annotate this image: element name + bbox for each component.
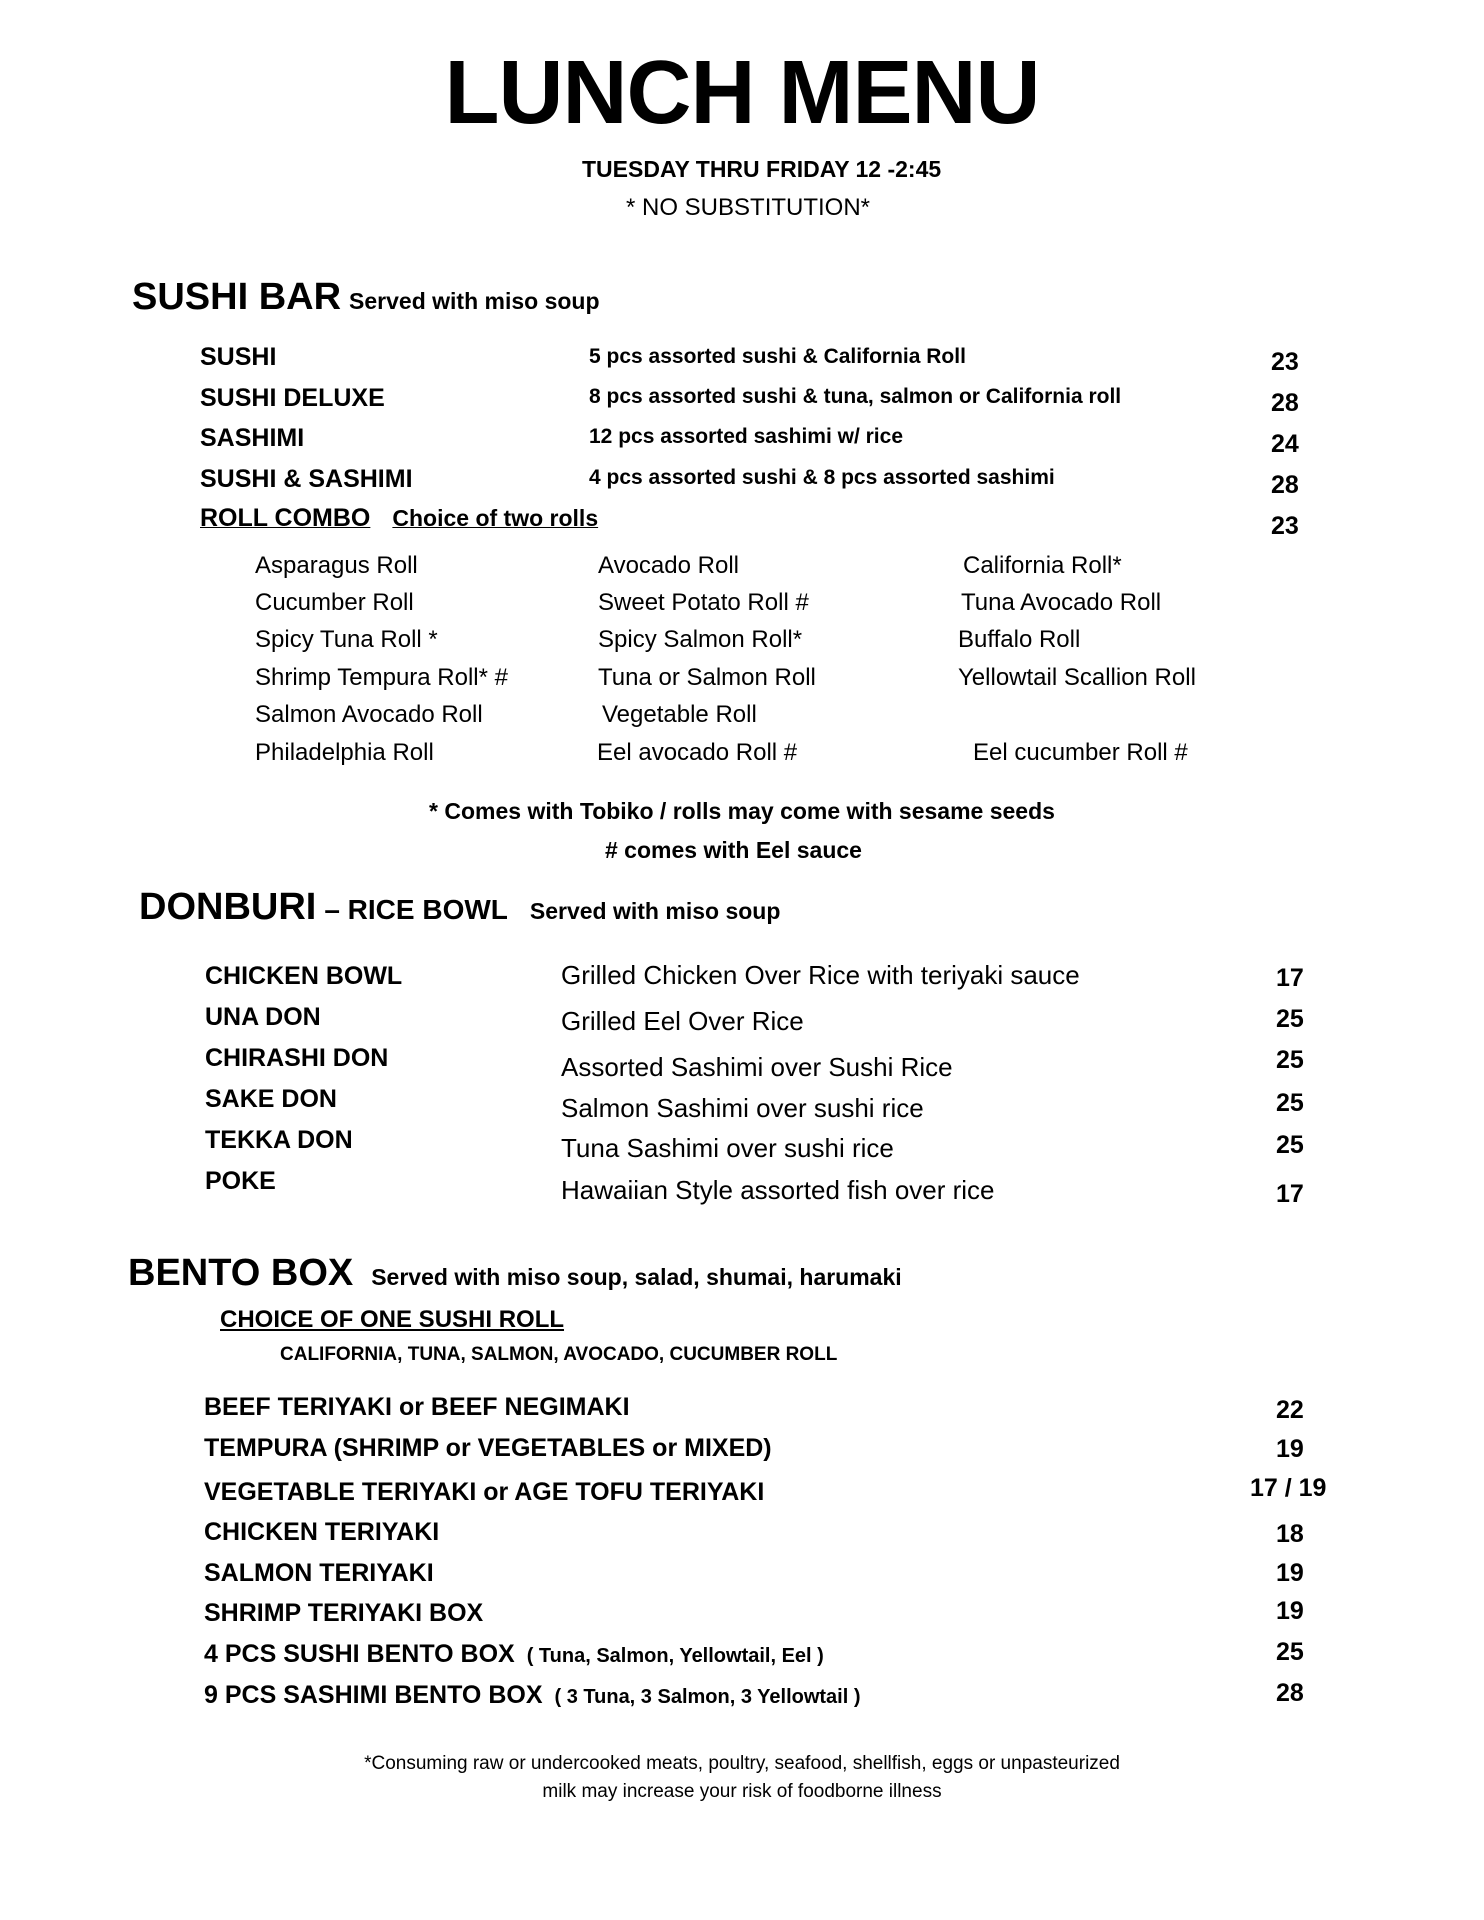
roll-option: Eel avocado Roll #	[597, 739, 798, 766]
menu-item-desc: Tuna Sashimi over sushi rice	[561, 1133, 894, 1163]
bento-item-name: 9 PCS SASHIMI BENTO BOX	[204, 1681, 543, 1709]
menu-item-name: SUSHI & SASHIMI	[200, 465, 413, 493]
roll-option: Tuna Avocado Roll	[961, 589, 1162, 616]
menu-item-price: 25	[1276, 1005, 1304, 1033]
section-title: DONBURI	[139, 886, 317, 928]
bento-item-name: 4 PCS SUSHI BENTO BOX	[204, 1640, 515, 1668]
menu-item-desc: 12 pcs assorted sashimi w/ rice	[589, 425, 903, 448]
menu-item-desc: 5 pcs assorted sushi & California Roll	[589, 345, 966, 368]
bento-item-price: 19	[1276, 1597, 1304, 1625]
menu-item-price: 25	[1276, 1131, 1304, 1159]
roll-combo-label: ROLL COMBO	[200, 504, 371, 532]
section-title-2: – RICE BOWL	[324, 894, 508, 925]
roll-option: Vegetable Roll	[602, 701, 757, 728]
roll-option: Spicy Tuna Roll *	[255, 626, 438, 653]
menu-title: LUNCH MENU	[444, 43, 1040, 143]
bento-item-row	[204, 1681, 861, 1710]
bento-item-extra: ( Tuna, Salmon, Yellowtail, Eel )	[526, 1645, 824, 1667]
warning-line-1: *Consuming raw or undercooked meats, poultry, seafood, shellfish, eggs or unpasteurized	[364, 1753, 1120, 1774]
menu-item-price: 23	[1271, 348, 1299, 376]
roll-option: Sweet Potato Roll #	[598, 589, 809, 616]
bento-item-extra: ( 3 Tuna, 3 Salmon, 3 Yellowtail )	[554, 1686, 861, 1708]
roll-combo-sub: Choice of two rolls	[392, 505, 599, 531]
menu-item-desc: Assorted Sashimi over Sushi Rice	[561, 1052, 953, 1082]
menu-hours: TUESDAY THRU FRIDAY 12 -2:45	[582, 156, 942, 182]
menu-item-price: 28	[1271, 471, 1299, 499]
bento-item-name: SHRIMP TERIYAKI BOX	[204, 1599, 484, 1627]
menu-item-name: SASHIMI	[200, 424, 305, 452]
bento-item-name: TEMPURA (SHRIMP or VEGETABLES or MIXED)	[204, 1434, 772, 1462]
section-subtitle: Served with miso soup	[349, 288, 600, 314]
bento-item-name: BEEF TERIYAKI or BEEF NEGIMAKI	[204, 1393, 630, 1421]
menu-item-name: POKE	[205, 1167, 276, 1195]
menu-item-name: UNA DON	[205, 1003, 321, 1031]
roll-option: California Roll*	[963, 552, 1122, 579]
roll-option: Salmon Avocado Roll	[255, 701, 483, 728]
menu-item-desc: Hawaiian Style assorted fish over rice	[561, 1175, 995, 1205]
menu-item-price: 24	[1271, 430, 1299, 458]
roll-option: Asparagus Roll	[255, 552, 418, 579]
menu-item-name: CHICKEN BOWL	[205, 962, 403, 990]
roll-option: Shrimp Tempura Roll* #	[255, 664, 508, 691]
bento-heading	[128, 1252, 902, 1295]
bento-choice-list: CALIFORNIA, TUNA, SALMON, AVOCADO, CUCUMBER ROLL	[280, 1344, 838, 1365]
menu-item-price: 25	[1276, 1046, 1304, 1074]
menu-item-name: SAKE DON	[205, 1085, 337, 1113]
bento-item-price: 28	[1276, 1679, 1304, 1707]
section-subtitle: Served with miso soup, salad, shumai, harumaki	[371, 1264, 902, 1290]
section-title: SUSHI BAR	[132, 276, 342, 318]
roll-option: Spicy Salmon Roll*	[598, 626, 803, 653]
no-substitution-note: * NO SUBSTITUTION*	[626, 194, 871, 221]
menu-item-desc: 8 pcs assorted sushi & tuna, salmon or California roll	[589, 385, 1122, 408]
bento-item-name: VEGETABLE TERIYAKI or AGE TOFU TERIYAKI	[204, 1478, 765, 1506]
roll-combo-price: 23	[1271, 512, 1299, 540]
bento-item-price: 18	[1276, 1520, 1304, 1548]
menu-item-desc: Grilled Eel Over Rice	[561, 1006, 804, 1036]
bento-item-price: 19	[1276, 1435, 1304, 1463]
menu-item-price: 17	[1276, 964, 1304, 992]
roll-option: Cucumber Roll	[255, 589, 414, 616]
roll-option: Buffalo Roll	[958, 626, 1081, 653]
menu-item-price: 17	[1276, 1180, 1304, 1208]
menu-item-desc: Grilled Chicken Over Rice with teriyaki sauce	[561, 960, 1080, 990]
bento-item-name: SALMON TERIYAKI	[204, 1559, 434, 1587]
menu-item-name: SUSHI DELUXE	[200, 384, 385, 412]
menu-item-desc: Salmon Sashimi over sushi rice	[561, 1093, 924, 1123]
roll-combo-heading	[200, 504, 598, 533]
bento-choice-heading: CHOICE OF ONE SUSHI ROLL	[220, 1306, 565, 1333]
eel-sauce-note: # comes with Eel sauce	[605, 837, 862, 863]
sushi-bar-heading	[132, 276, 600, 319]
menu-item-desc: 4 pcs assorted sushi & 8 pcs assorted sashimi	[589, 466, 1055, 489]
section-subtitle: Served with miso soup	[529, 898, 781, 924]
warning-line-2: milk may increase your risk of foodborne illness	[542, 1781, 942, 1802]
bento-item-name: CHICKEN TERIYAKI	[204, 1518, 440, 1546]
roll-option: Philadelphia Roll	[255, 739, 434, 766]
menu-item-name: SUSHI	[200, 343, 277, 371]
tobiko-note: * Comes with Tobiko / rolls may come with sesame seeds	[429, 798, 1055, 824]
roll-option: Avocado Roll	[598, 552, 739, 579]
bento-item-price: 22	[1276, 1396, 1304, 1424]
menu-item-name: CHIRASHI DON	[205, 1044, 389, 1072]
bento-item-price: 19	[1276, 1559, 1304, 1587]
bento-item-row	[204, 1640, 824, 1669]
section-title: BENTO BOX	[128, 1252, 354, 1294]
roll-option: Tuna or Salmon Roll	[598, 664, 816, 691]
donburi-heading	[139, 886, 780, 929]
bento-item-price: 25	[1276, 1638, 1304, 1666]
consumption-warning	[0, 1750, 1484, 1806]
menu-item-name: TEKKA DON	[205, 1126, 353, 1154]
menu-item-price: 28	[1271, 389, 1299, 417]
menu-item-price: 25	[1276, 1089, 1304, 1117]
bento-item-price: 17 / 19	[1250, 1474, 1327, 1502]
roll-option: Eel cucumber Roll #	[973, 739, 1188, 766]
roll-option: Yellowtail Scallion Roll	[958, 664, 1196, 691]
